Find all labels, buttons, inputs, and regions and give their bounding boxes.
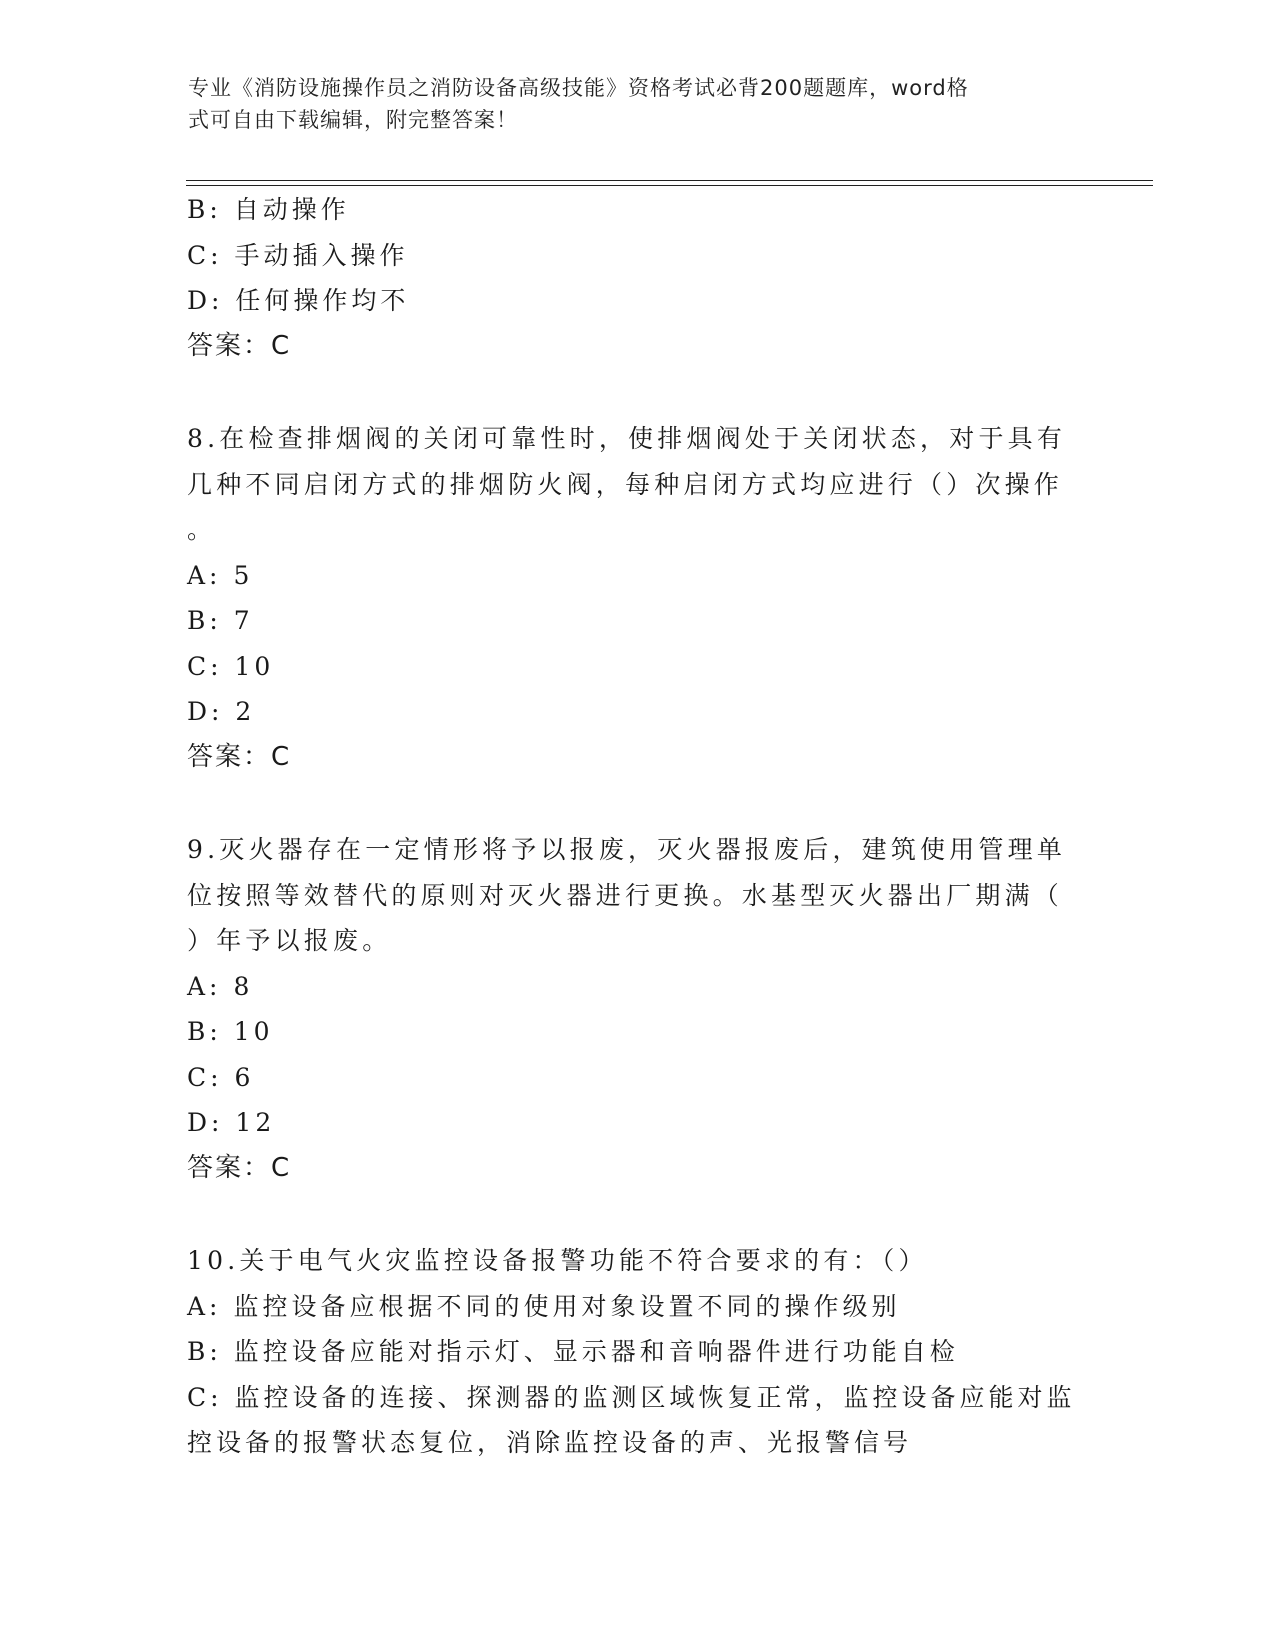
question-list bbox=[187, 187, 1077, 1466]
answer-line: 答案：C bbox=[187, 741, 292, 772]
question-text-line: 。 bbox=[187, 515, 217, 544]
option-c: C: 手动插入操作 bbox=[187, 240, 409, 270]
question-10 bbox=[187, 1238, 1077, 1466]
option-a: A: 5 bbox=[187, 560, 254, 590]
question-text-line: ）年予以报废。 bbox=[187, 926, 392, 955]
header-rule-top bbox=[186, 180, 1153, 181]
document-header bbox=[188, 72, 1068, 136]
option-d: D: 12 bbox=[187, 1108, 276, 1137]
option-b: B: 自动操作 bbox=[187, 195, 350, 224]
option-a: A: 8 bbox=[187, 971, 254, 1001]
answer-line: 答案：C bbox=[187, 330, 292, 361]
option-c: C: 6 bbox=[187, 1062, 255, 1092]
option-c-continuation: 控设备的报警状态复位，消除监控设备的声、光报警信号 bbox=[187, 1428, 913, 1457]
option-c: C: 10 bbox=[187, 651, 275, 681]
option-b: B: 10 bbox=[187, 1017, 274, 1046]
option-d: D: 2 bbox=[187, 697, 256, 726]
question-9 bbox=[187, 827, 1077, 1191]
option-b: B: 监控设备应能对指示灯、显示器和音响器件进行功能自检 bbox=[187, 1337, 959, 1366]
option-d: D: 任何操作均不 bbox=[187, 286, 410, 315]
answer-line: 答案：C bbox=[187, 1152, 292, 1183]
question-text-line: 几种不同启闭方式的排烟防火阀，每种启闭方式均应进行（）次操作 bbox=[187, 469, 1064, 499]
question-text-line: 8.在检查排烟阀的关闭可靠性时，使排烟阀处于关闭状态，对于具有 bbox=[187, 424, 1067, 453]
option-b: B: 7 bbox=[187, 606, 254, 635]
question-text-line: 10.关于电气火灾监控设备报警功能不符合要求的有：（） bbox=[187, 1246, 928, 1275]
question-8 bbox=[187, 416, 1077, 780]
option-a: A: 监控设备应根据不同的使用对象设置不同的操作级别 bbox=[187, 1291, 901, 1321]
header-line-2: 式可自由下载编辑，附完整答案！ bbox=[188, 108, 518, 132]
option-c: C: 监控设备的连接、探测器的监测区域恢复正常，监控设备应能对监 bbox=[187, 1382, 1076, 1412]
header-line-1: 专业《消防设施操作员之消防设备高级技能》资格考试必背200题题库，word格 bbox=[188, 76, 969, 100]
question-text-line: 9.灭火器存在一定情形将予以报废，灭火器报废后，建筑使用管理单 bbox=[187, 835, 1067, 864]
previous-question-tail bbox=[187, 187, 1077, 369]
question-text-line: 位按照等效替代的原则对灭火器进行更换。水基型灭火器出厂期满（ bbox=[187, 880, 1064, 910]
header-rule-bottom bbox=[186, 185, 1153, 186]
